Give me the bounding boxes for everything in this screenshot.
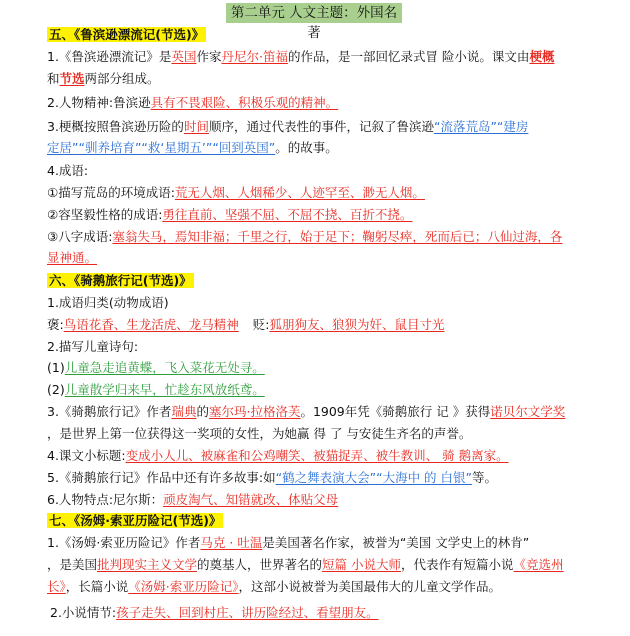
s5-line-10: 显神通。: [47, 250, 98, 265]
section-7-heading-line: [47, 512, 223, 530]
s5-line-2: 和节选两部分组成。: [47, 71, 160, 86]
s7-line-2: ，是美国批判现实主义文学的奠基人，世界著名的短篇 小说大师，代表作有短篇小说《竞选州: [47, 557, 564, 572]
s7-line-1: 1.《汤姆·索亚历险记》作者马克 · 吐温是美国著名作家，被誉为“美国 文学史上的林肯”: [47, 535, 530, 550]
s5-line-6: 4.成语:: [47, 163, 89, 178]
section-6-heading: 六、《骑鹅旅行记(节选)》: [49, 273, 192, 288]
s7-line-3: 长》，长篇小说《汤姆·索亚历险记》，这部小说被誉为美国最伟大的儿童文学作品。: [47, 579, 502, 594]
s6-line-8: 4.课文小标题:变成小人儿、被麻雀和公鸡嘲笑、被猫捉弄、被牛教训、 骑 鹅离家。: [47, 448, 509, 463]
unit-title: 第二单元 人文主题：外国名著: [226, 3, 402, 23]
s5-line-4: 3.梗概按照鲁滨逊历险的时间顺序，通过代表性的事件，记叙了鲁滨逊“流落荒岛”“建房: [47, 119, 529, 134]
s6-line-9: 5.《骑鹅旅行记》作品中还有许多故事:如“鹤之舞表演大会”“大海中 的 白银”等。: [47, 470, 498, 485]
s6-line-1: 1.成语归类(动物成语): [47, 295, 169, 310]
s5-line-9: ③八字成语:塞翁失马，焉知非福；千里之行，始于足下；鞠躬尽瘁，死而后已；八仙过海，各: [47, 229, 563, 244]
section-5-heading: 五、《鲁滨逊漂流记(节选)》: [49, 27, 205, 42]
section-5-heading-line: [47, 26, 206, 44]
section-7-heading: 七、《汤姆·索亚历险记(节选)》: [49, 513, 222, 528]
s6-line-4: (1)儿童急走追黄蝶，飞入菜花无处寻。: [47, 360, 265, 375]
s6-line-2: 褒:鸟语花香、生龙活虎、龙马精神 贬:狐朋狗友、狼狈为奸、鼠目寸光: [47, 317, 445, 332]
s5-line-1: 1.《鲁滨逊漂流记》是英国作家丹尼尔·笛福的作品，是一部回忆录式冒 险小说。课文由梗概: [47, 49, 555, 64]
s5-line-7: ①描写荒岛的环境成语:荒无人烟、人烟稀少、人迹罕至、渺无人烟。: [47, 185, 425, 200]
s6-line-3: 2.描写儿童诗句:: [47, 339, 139, 354]
s6-line-6: 3.《骑鹅旅行记》作者瑞典的塞尔玛·拉格洛芙。1909年凭《骑鹅旅行 记 》获得诺贝尔文学奖: [47, 404, 566, 419]
section-6-heading-line: [47, 272, 194, 290]
s6-line-5: (2)儿童散学归来早，忙趁东风放纸鸢。: [47, 382, 265, 397]
s7-line-4: 2.小说情节:孩子走失、回到村庄、讲历险经过、看望朋友。: [50, 605, 379, 620]
s6-line-7: ，是世界上第一位获得这一奖项的女性，为她赢 得 了 与安徒生齐名的声誉。: [47, 426, 472, 441]
s5-line-3: 2.人物精神:鲁滨逊具有不畏艰险、积极乐观的精神。: [47, 95, 339, 110]
s6-line-10: 6.人物特点:尼尔斯：顽皮淘气、知错就改、体贴父母: [47, 492, 339, 507]
s5-line-5: 定居”“驯养培育”“救‘星期五’”“回到英国”。的故事。: [47, 140, 338, 155]
s5-line-8: ②容坚毅性格的成语:勇往直前、坚强不屈、不屈不挠、百折不挠。: [47, 207, 413, 222]
